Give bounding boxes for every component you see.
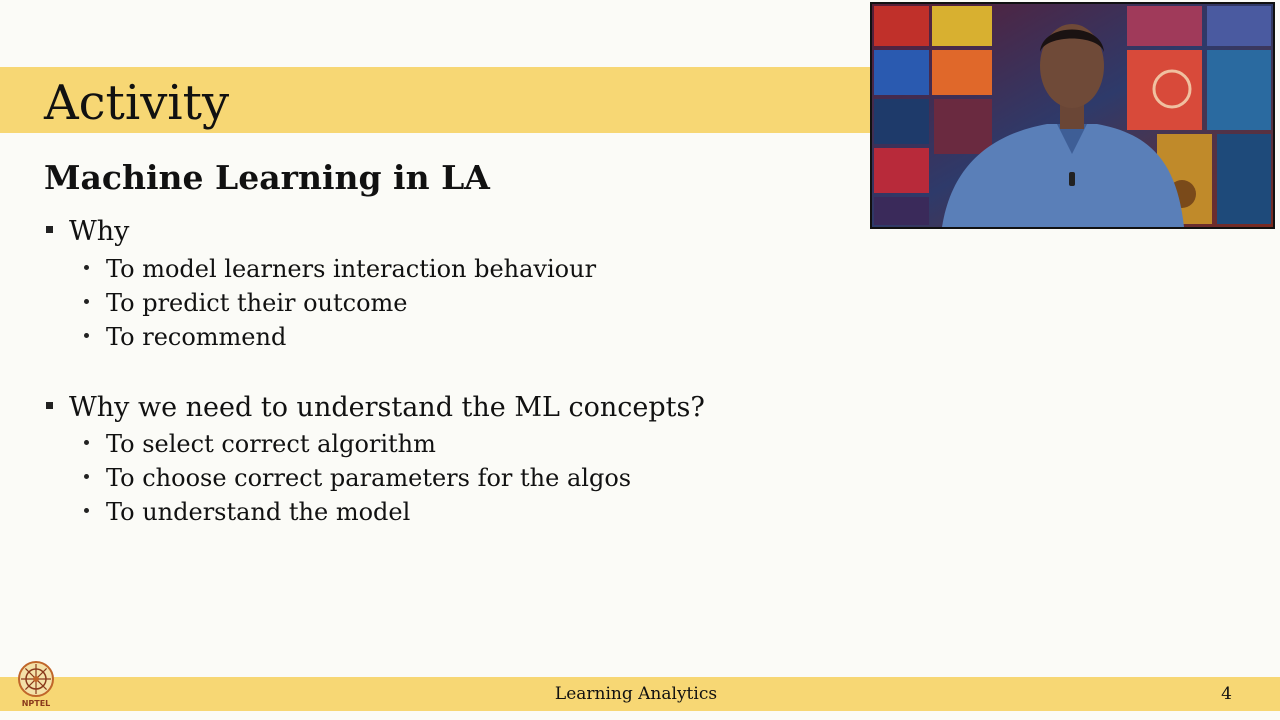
dot-bullet-icon [84,265,89,270]
bullet-text: Why [69,216,130,247]
bullet-why [46,215,129,249]
nptel-logo-icon [15,660,57,708]
sub-bullet-text: To model learners interaction behaviour [106,255,597,283]
sub-bullet [84,497,410,527]
sub-bullet-text: To select correct algorithm [106,430,436,458]
footer-title: Learning Analytics [554,684,718,704]
sub-bullet [84,288,408,318]
sub-bullet-text: To predict their outcome [106,289,408,317]
dot-bullet-icon [84,474,89,479]
square-bullet-icon [46,402,53,409]
sub-bullet [84,463,631,493]
sub-bullet-text: To recommend [106,323,287,351]
dot-bullet-icon [84,440,89,445]
sub-bullet [84,429,436,459]
sub-bullet [84,254,596,284]
presenter-video-icon [872,4,1273,227]
dot-bullet-icon [84,508,89,513]
bullet-text: Why we need to understand the ML concepts? [69,392,705,423]
presenter-video [870,2,1275,229]
sub-bullet-text: To understand the model [106,498,411,526]
page-number: 4 [1221,684,1232,704]
square-bullet-icon [46,226,53,233]
sub-bullet [84,322,286,352]
bullet-why-ml [46,391,705,425]
slide-subtitle: Machine Learning in LA [44,158,490,197]
nptel-logo [15,660,57,708]
slide-title: Activity [44,75,230,131]
logo-text: NPTEL [21,699,51,708]
dot-bullet-icon [84,299,89,304]
sub-bullet-text: To choose correct parameters for the algos [106,464,632,492]
dot-bullet-icon [84,333,89,338]
